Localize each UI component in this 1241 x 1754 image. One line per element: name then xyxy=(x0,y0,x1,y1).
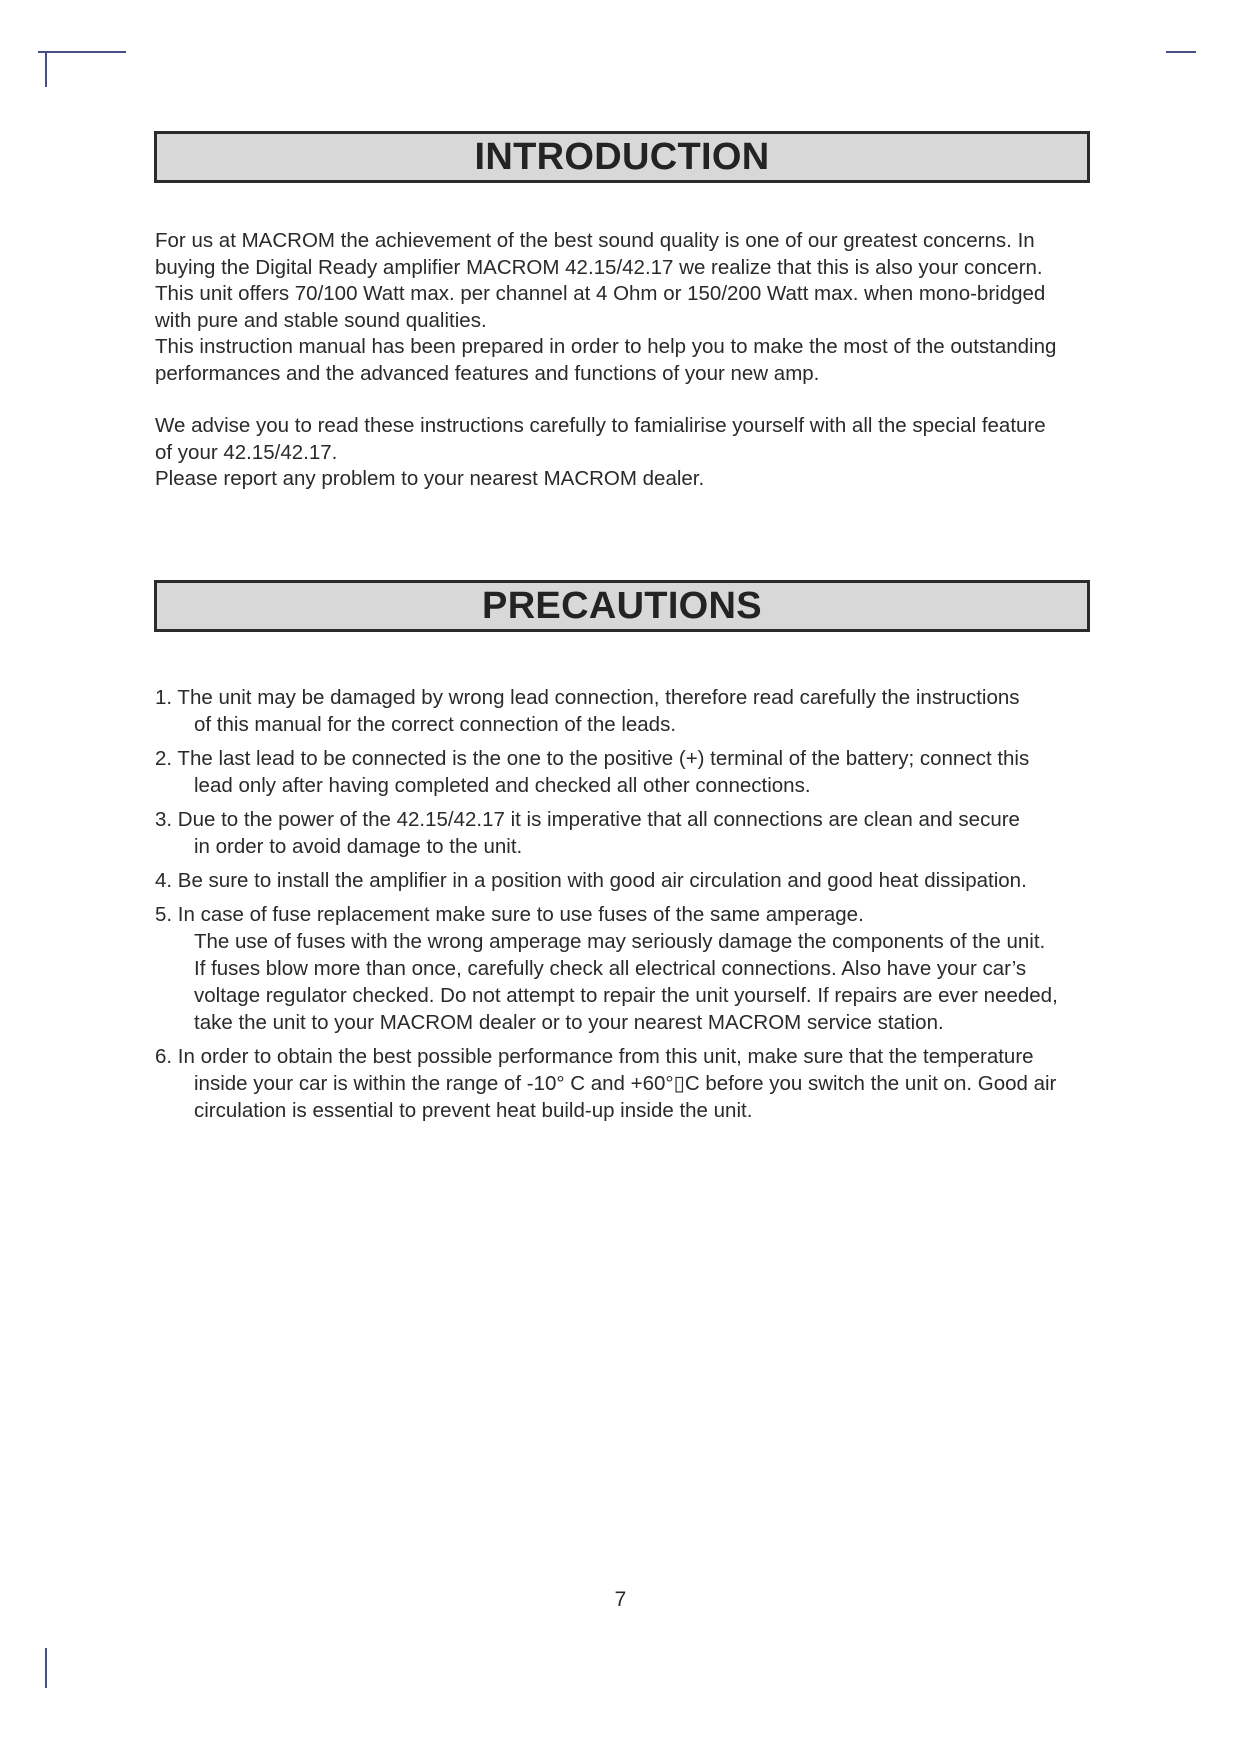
crop-mark-bottom-left xyxy=(45,1648,47,1688)
precaution-continuation: in order to avoid damage to the unit. xyxy=(194,835,523,858)
text-line: performances and the advanced features and functions of your new amp. xyxy=(155,361,820,385)
precaution-text: 1. The unit may be damaged by wrong lead connection, therefore read carefully the instructions xyxy=(155,686,1020,709)
text-line: Please report any problem to your nearest MACROM dealer. xyxy=(155,467,705,490)
introduction-paragraph-1 xyxy=(155,228,1100,387)
text-line: buying the Digital Ready amplifier MACROM 42.15/42.17 we realize that this is also your concern. xyxy=(155,255,1043,279)
introduction-heading: INTRODUCTION xyxy=(154,131,1090,183)
precaution-item-5 xyxy=(155,901,1100,1036)
text-line: This unit offers 70/100 Watt max. per channel at 4 Ohm or 150/200 Watt max. when mono-bridged xyxy=(155,282,1046,305)
text-line: This instruction manual has been prepared in order to help you to make the most of the outstanding xyxy=(155,335,1057,358)
text-line: with pure and stable sound qualities. xyxy=(155,308,487,332)
precaution-text: 5. In case of fuse replacement make sure to use fuses of the same amperage. xyxy=(155,903,864,926)
precaution-continuation: circulation is essential to prevent heat build-up inside the unit. xyxy=(194,1099,753,1122)
precaution-continuation: The use of fuses with the wrong amperage may seriously damage the components of the unit. xyxy=(194,930,1046,953)
precaution-continuation: voltage regulator checked. Do not attempt to repair the unit yourself. If repairs are ever needed, xyxy=(194,984,1058,1007)
text-line: For us at MACROM the achievement of the best sound quality is one of our greatest concerns. In xyxy=(155,229,1035,252)
precaution-text: 4. Be sure to install the amplifier in a position with good air circulation and good heat dissipation. xyxy=(155,869,1027,892)
introduction-body xyxy=(155,228,1100,493)
text-line: We advise you to read these instructions carefully to famialirise yourself with all the special feature xyxy=(155,414,1046,437)
precautions-list xyxy=(155,684,1100,1131)
precaution-text: 6. In order to obtain the best possible performance from this unit, make sure that the temperature xyxy=(155,1045,1034,1068)
crop-mark-top-left-horizontal xyxy=(38,51,126,53)
precaution-continuation: inside your car is within the range of -10° C and +60°▯C before you switch the unit on. Good air xyxy=(194,1072,1057,1095)
precautions-heading: PRECAUTIONS xyxy=(154,580,1090,632)
text-line: of your 42.15/42.17. xyxy=(155,440,338,464)
precaution-text: 2. The last lead to be connected is the one to the positive (+) terminal of the battery; connect this xyxy=(155,747,1030,770)
precaution-continuation: of this manual for the correct connection of the leads. xyxy=(194,713,677,736)
precaution-item-2 xyxy=(155,745,1100,799)
page-number: 7 xyxy=(614,1588,627,1611)
introduction-paragraph-2 xyxy=(155,413,1100,493)
crop-mark-top-left-vertical xyxy=(45,51,47,87)
precaution-item-3 xyxy=(155,806,1100,860)
precaution-item-6 xyxy=(155,1043,1100,1124)
precaution-text: 3. Due to the power of the 42.15/42.17 it is imperative that all connections are clean and secure xyxy=(155,808,1020,831)
crop-mark-top-right xyxy=(1166,51,1196,53)
precaution-continuation: lead only after having completed and checked all other connections. xyxy=(194,774,811,797)
precaution-item-1 xyxy=(155,684,1100,738)
precaution-continuation: take the unit to your MACROM dealer or to your nearest MACROM service station. xyxy=(194,1011,944,1034)
precaution-continuation: If fuses blow more than once, carefully check all electrical connections. Also have your car’s xyxy=(194,957,1027,980)
precaution-item-4 xyxy=(155,867,1100,894)
